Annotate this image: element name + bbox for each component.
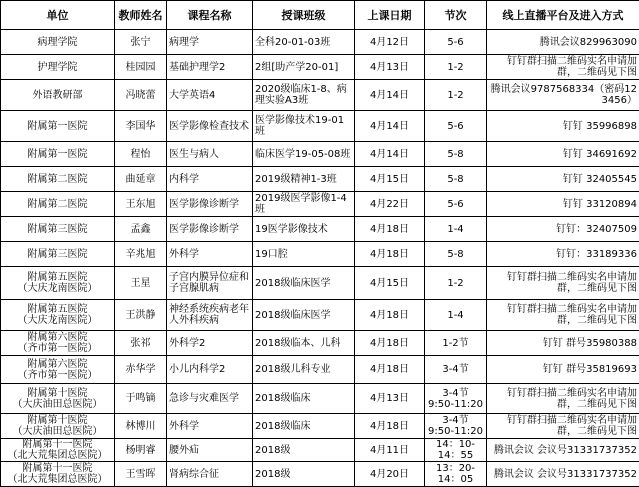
- cell-class: 2018级临床: [253, 384, 355, 414]
- cell-course: 急诊与灾难医学: [167, 384, 253, 414]
- cell-unit: 附属第三医院: [1, 242, 115, 267]
- cell-course: 外科学: [167, 242, 253, 267]
- table-row: [1, 356, 639, 384]
- cell-teacher: 王星: [115, 267, 167, 300]
- cell-course: 外科学2: [167, 331, 253, 356]
- header-unit: 单位: [1, 1, 115, 30]
- cell-class: 2018级临本、儿科: [253, 331, 355, 356]
- table-row: [1, 414, 639, 439]
- cell-date: 4月18日: [355, 300, 425, 331]
- cell-platform: 钉钉群扫描二维码实名申请加群，二维码见下图: [487, 300, 639, 331]
- cell-unit: 附属第十医院 （大庆油田总医院）: [1, 384, 115, 414]
- cell-date: 4月13日: [355, 55, 425, 80]
- cell-class: 2018级儿科专业: [253, 356, 355, 384]
- cell-platform: 钉钉：32407509: [487, 217, 639, 242]
- table-row: [1, 267, 639, 300]
- cell-period: 3-4节 9:50-11:20: [425, 384, 487, 414]
- cell-class: 2018级: [253, 462, 355, 487]
- cell-platform: 钉钉群扫描二维码实名申请加群，二维码见下图: [487, 55, 639, 80]
- cell-date: 4月13日: [355, 384, 425, 414]
- cell-class: 2020级临床1-8、病理实验A3班: [253, 80, 355, 111]
- cell-teacher: 张宁: [115, 30, 167, 55]
- cell-platform: 钉钉群扫描二维码实名申请加群，二维码见下图: [487, 414, 639, 439]
- header-teacher: 教师姓名: [115, 1, 167, 30]
- cell-date: 4月18日: [355, 217, 425, 242]
- cell-date: 4月22日: [355, 192, 425, 217]
- cell-period: 1-2: [425, 55, 487, 80]
- cell-class: 2018级临床: [253, 414, 355, 439]
- cell-platform: 钉钉群扫描二维码实名申请加群，二维码见下图: [487, 267, 639, 300]
- cell-class: 2018级: [253, 439, 355, 462]
- table-row: [1, 384, 639, 414]
- cell-period: 3-4节: [425, 356, 487, 384]
- cell-course: 基础护理学2: [167, 55, 253, 80]
- cell-date: 4月14日: [355, 80, 425, 111]
- cell-teacher: 林博川: [115, 414, 167, 439]
- cell-platform: 钉钉 34691692: [487, 142, 639, 167]
- cell-class: 医学影像技术19-01班: [253, 111, 355, 142]
- cell-course: 医学影像检查技术: [167, 111, 253, 142]
- cell-class: 2组[助产学20-01]: [253, 55, 355, 80]
- cell-period: 14：10- 14：55: [425, 439, 487, 462]
- cell-unit: 附属第六医院 （齐市第一医院）: [1, 331, 115, 356]
- cell-course: 小儿内科学2: [167, 356, 253, 384]
- cell-period: 1-4: [425, 300, 487, 331]
- cell-date: 4月11日: [355, 439, 425, 462]
- table-row: [1, 55, 639, 80]
- table-row: [1, 142, 639, 167]
- table-row: [1, 192, 639, 217]
- header-platform: 线上直播平台及进入方式: [487, 1, 639, 30]
- table-row: [1, 167, 639, 192]
- cell-class: 2018级临床医学: [253, 300, 355, 331]
- table-row: [1, 439, 639, 462]
- cell-unit: 附属第五医院 （大庆龙南医院）: [1, 300, 115, 331]
- table-row: [1, 111, 639, 142]
- cell-period: 1-2: [425, 80, 487, 111]
- cell-course: 病理学: [167, 30, 253, 55]
- cell-course: 子宫内膜异位症和子宫腺肌病: [167, 267, 253, 300]
- cell-teacher: 张祁: [115, 331, 167, 356]
- cell-class: 2019级精神1-3班: [253, 167, 355, 192]
- cell-class: 临床医学19-05-08班: [253, 142, 355, 167]
- cell-platform: 钉钉 35996898: [487, 111, 639, 142]
- cell-platform: 钉钉 群号35980388: [487, 331, 639, 356]
- cell-teacher: 李国华: [115, 111, 167, 142]
- table-row: [1, 30, 639, 55]
- cell-period: 5-6: [425, 30, 487, 55]
- header-class: 授课班级: [253, 1, 355, 30]
- cell-course: 大学英语4: [167, 80, 253, 111]
- cell-unit: 护理学院: [1, 55, 115, 80]
- cell-unit: 附属第十医院 （大庆油田总医院）: [1, 414, 115, 439]
- cell-period: 3-4节 9:50-11:20: [425, 414, 487, 439]
- cell-teacher: 赤华学: [115, 356, 167, 384]
- cell-teacher: 冯晓蕾: [115, 80, 167, 111]
- cell-unit: 附属第二医院: [1, 167, 115, 192]
- cell-teacher: 桂园园: [115, 55, 167, 80]
- cell-date: 4月18日: [355, 242, 425, 267]
- table-row: [1, 242, 639, 267]
- cell-teacher: 王雪晖: [115, 462, 167, 487]
- cell-unit: 附属第五医院 （大庆龙南医院）: [1, 267, 115, 300]
- cell-platform: 腾讯会议 会议号31331737352: [487, 439, 639, 462]
- cell-date: 4月14日: [355, 111, 425, 142]
- cell-date: 4月15日: [355, 267, 425, 300]
- cell-unit: 附属第二医院: [1, 192, 115, 217]
- cell-platform: 钉钉 33120894: [487, 192, 639, 217]
- cell-class: 2018级临床医学: [253, 267, 355, 300]
- cell-course: 神经系统疾病老年人外科疾病: [167, 300, 253, 331]
- cell-unit: 附属第一医院: [1, 142, 115, 167]
- cell-unit: 附属第三医院: [1, 217, 115, 242]
- cell-class: 19医学影像技术: [253, 217, 355, 242]
- cell-period: 5-8: [425, 167, 487, 192]
- cell-platform: 钉钉群扫描二维码实名申请加群，二维码见下图: [487, 384, 639, 414]
- cell-date: 4月18日: [355, 356, 425, 384]
- cell-platform: 腾讯会议9787568334（密码123456）: [487, 80, 639, 111]
- cell-platform: 腾讯会议829963090: [487, 30, 639, 55]
- cell-platform: 钉钉 32405545: [487, 167, 639, 192]
- cell-class: 全科20-01-03班: [253, 30, 355, 55]
- cell-platform: 腾讯会议 会议号31331737352: [487, 462, 639, 487]
- cell-teacher: 辛兆旭: [115, 242, 167, 267]
- cell-period: 13：20- 14：05: [425, 462, 487, 487]
- cell-period: 5-8: [425, 242, 487, 267]
- cell-teacher: 于鸣镝: [115, 384, 167, 414]
- cell-period: 1-4: [425, 217, 487, 242]
- cell-unit: 附属第十一医院 （北大荒集团总医院）: [1, 439, 115, 462]
- cell-course: 医生与病人: [167, 142, 253, 167]
- cell-teacher: 王洪静: [115, 300, 167, 331]
- cell-course: 腰外疝: [167, 439, 253, 462]
- cell-date: 4月12日: [355, 30, 425, 55]
- cell-unit: 外语教研部: [1, 80, 115, 111]
- cell-platform: 钉钉 群号35819693: [487, 356, 639, 384]
- cell-teacher: 王东旭: [115, 192, 167, 217]
- cell-period: 5-6: [425, 111, 487, 142]
- cell-platform: 钉钉：33189336: [487, 242, 639, 267]
- cell-course: 内科学: [167, 167, 253, 192]
- cell-period: 1-2: [425, 267, 487, 300]
- cell-date: 4月20日: [355, 462, 425, 487]
- cell-teacher: 程怡: [115, 142, 167, 167]
- cell-period: 1-2节: [425, 331, 487, 356]
- table-row: [1, 300, 639, 331]
- cell-unit: 附属第一医院: [1, 111, 115, 142]
- table-row: [1, 462, 639, 487]
- cell-teacher: 曲延章: [115, 167, 167, 192]
- cell-unit: 病理学院: [1, 30, 115, 55]
- cell-teacher: 孟鑫: [115, 217, 167, 242]
- cell-date: 4月18日: [355, 414, 425, 439]
- header-row: [1, 1, 639, 30]
- table-row: [1, 80, 639, 111]
- cell-period: 5-8: [425, 142, 487, 167]
- header-course: 课程名称: [167, 1, 253, 30]
- cell-course: 外科学: [167, 414, 253, 439]
- header-date: 上课日期: [355, 1, 425, 30]
- cell-period: 5-6: [425, 192, 487, 217]
- cell-course: 医学影像诊断学: [167, 217, 253, 242]
- cell-class: 2019级医学影像1-4班: [253, 192, 355, 217]
- table-row: [1, 217, 639, 242]
- cell-unit: 附属第十一医院 （北大荒集团总医院）: [1, 462, 115, 487]
- cell-date: 4月15日: [355, 167, 425, 192]
- header-period: 节次: [425, 1, 487, 30]
- cell-class: 19口腔: [253, 242, 355, 267]
- cell-course: 肾病综合征: [167, 462, 253, 487]
- cell-unit: 附属第六医院 （齐市第一医院）: [1, 356, 115, 384]
- table-row: [1, 331, 639, 356]
- cell-teacher: 杨明睿: [115, 439, 167, 462]
- cell-date: 4月18日: [355, 331, 425, 356]
- cell-course: 医学影像诊断学: [167, 192, 253, 217]
- cell-date: 4月14日: [355, 142, 425, 167]
